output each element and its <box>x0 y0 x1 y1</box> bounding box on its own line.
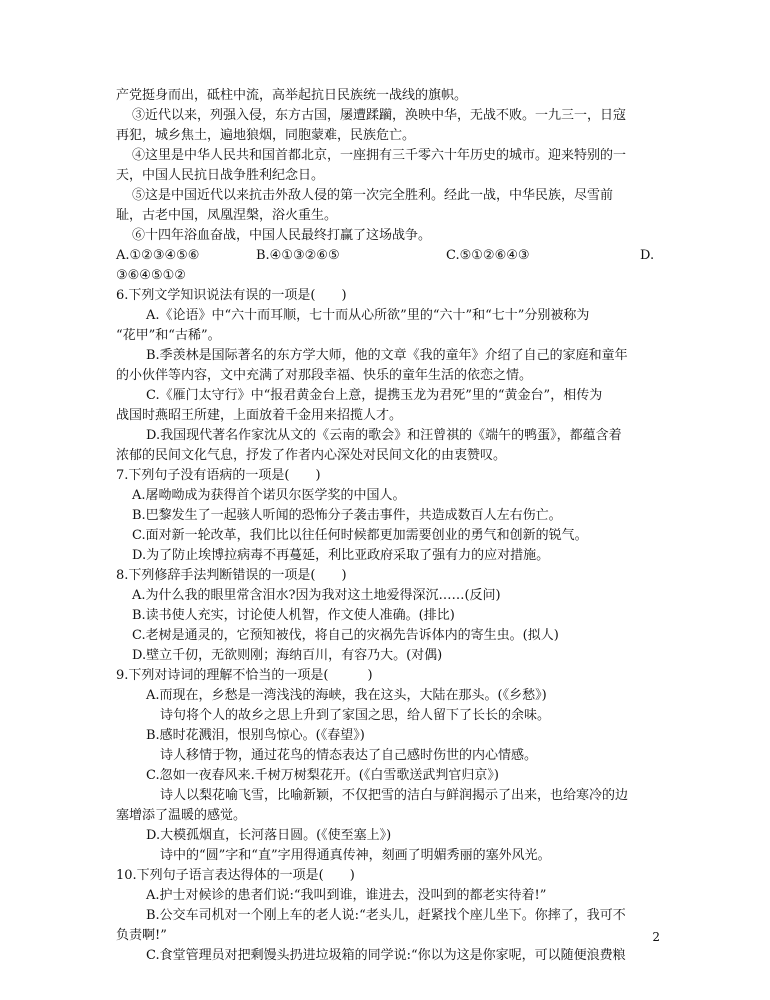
q5-option-d-continued: ③⑥④⑤①② <box>116 268 186 283</box>
q5-option-b[interactable]: B.④①③②⑥⑤ <box>256 248 340 263</box>
passage-line: ③近代以来，列强入侵，东方古国，屡遭蹂躏，涣映中华，无战不败。一九三一，日寇 <box>132 108 627 123</box>
q9-option-c-analysis-cont: 塞增添了温暖的感觉。 <box>116 808 247 823</box>
passage-line: 再犯，城乡焦土，遍地狼烟，同胞蒙难，民族危亡。 <box>116 128 416 143</box>
q9-stem: 9.下列对诗词的理解不恰当的一项是( ) <box>116 668 373 683</box>
q8-option-a[interactable]: A.为什么我的眼里常含泪水?因为我对这土地爱得深沉……(反问) <box>132 588 501 603</box>
q9-option-c[interactable]: C.忽如一夜春风来.千树万树梨花开。(《白雪歌送武判官归京》) <box>146 768 499 783</box>
q9-option-c-analysis: 诗人以梨花喻飞雪，比喻新颖，不仅把雪的洁白与鲜润揭示了出来，也给寒冷的边 <box>160 788 629 803</box>
q6-option-c-cont: 战国时燕昭王所建，上面放着千金用来招揽人才。 <box>116 408 403 423</box>
q5-option-c[interactable]: C.⑤①②⑥④③ <box>446 248 530 263</box>
q10-option-b-cont: 负责啊!” <box>116 928 167 943</box>
q7-stem: 7.下列句子没有语病的一项是( ) <box>116 468 321 483</box>
q6-option-c[interactable]: C.《雁门太守行》中“报君黄金台上意，提携玉龙为君死”里的“黄金台”，相传为 <box>146 388 603 403</box>
q8-stem: 8.下列修辞手法判断错误的一项是( ) <box>116 568 347 583</box>
q8-option-c[interactable]: C.老树是通灵的，它预知被伐，将自己的灾祸先告诉体内的寄生虫。(拟人) <box>132 628 559 643</box>
passage-line: ⑥十四年浴血奋战，中国人民最终打赢了这场战争。 <box>132 228 432 243</box>
passage-line: ⑤这是中国近代以来抗击外敌人侵的第一次完全胜利。经此一战，中华民族，尽雪前 <box>132 188 614 203</box>
q7-option-c[interactable]: C.面对新一轮改革，我们比以往任何时候都更加需要创业的勇气和创新的锐气。 <box>132 528 588 543</box>
q9-option-a[interactable]: A.而现在，乡愁是一湾浅浅的海峡，我在这头，大陆在那头。(《乡愁》) <box>146 688 547 703</box>
q10-option-b[interactable]: B.公交车司机对一个刚上车的老人说:“老头儿，赶紧找个座儿坐下。你摔了，我可不 <box>146 908 626 923</box>
q6-option-b[interactable]: B.季羡林是国际著名的东方学大师，他的文章《我的童年》介绍了自己的家庭和童年 <box>146 348 628 363</box>
passage-line: ④这里是中华人民共和国首都北京，一座拥有三千零六十年历史的城市。迎来特别的一 <box>132 148 627 163</box>
q6-option-d[interactable]: D.我国现代著名作家沈从文的《云南的歌会》和汪曾祺的《端午的鸭蛋》，都蕴含着 <box>146 428 622 443</box>
page-number: 2 <box>652 930 660 944</box>
passage-line: 产党挺身而出，砥柱中流，高举起抗日民族统一战线的旗帜。 <box>116 88 468 103</box>
q9-option-d[interactable]: D.大模孤烟直，长河落日圆。(《使至塞上》) <box>146 828 392 843</box>
q6-stem: 6.下列文学知识说法有误的一项是( ) <box>116 288 347 303</box>
q6-option-b-cont: 的小伙伴等内容，文中充满了对那段幸福、快乐的童年生活的依恋之情。 <box>116 368 533 383</box>
q7-option-a[interactable]: A.屠呦呦成为获得首个诺贝尔医学奖的中国人。 <box>132 488 406 503</box>
q6-option-a-cont: “花甲”和“古稀”。 <box>116 328 221 343</box>
q5-options <box>116 246 656 266</box>
q9-option-d-analysis: 诗中的“圆”字和“直”字用得通真传神，刻画了明媚秀丽的塞外风光。 <box>160 848 551 863</box>
q10-option-a[interactable]: A.护士对候诊的患者们说:“我叫到谁，谁进去，没叫到的都老实待着!” <box>146 888 547 903</box>
q9-option-b-analysis: 诗人移情于物，通过花鸟的情态表达了自己感时伤世的内心情感。 <box>160 748 538 763</box>
q10-stem: 10.下列句子语言表达得体的一项是( ) <box>116 868 355 883</box>
q8-option-b[interactable]: B.读书使人充实，讨论使人机智，作文使人准确。(排比) <box>132 608 455 623</box>
q6-option-d-cont: 浓郁的民间文化气息，抒发了作者内心深处对民间文化的由衷赞叹。 <box>116 448 507 463</box>
q5-option-d[interactable]: D. <box>640 248 655 263</box>
q9-option-b[interactable]: B.感时花溅泪，恨别鸟惊心。(《春望》) <box>146 728 365 743</box>
q10-option-c[interactable]: C.食堂管理员对把剩馒头扔进垃圾箱的同学说:“你以为这是你家呢，可以随便浪费粮 <box>146 948 626 963</box>
q9-option-a-analysis: 诗句将个人的故乡之思上升到了家国之思，给人留下了长长的余味。 <box>160 708 551 723</box>
q8-option-d[interactable]: D.壁立千仞，无欲则刚；海纳百川，有容乃大。(对偶) <box>132 648 443 663</box>
passage-line: 耻，古老中国，凤凰涅槃，浴火重生。 <box>116 208 338 223</box>
q6-option-a[interactable]: A.《论语》中“六十而耳顺，七十而从心所欲”里的“六十”和“七十”分别被称为 <box>146 308 590 323</box>
q5-option-a[interactable]: A.①②③④⑤⑥ <box>116 248 200 263</box>
passage-line: 天，中国人民抗日战争胜利纪念日。 <box>116 168 325 183</box>
q7-option-b[interactable]: B.巴黎发生了一起骇人听闻的恐怖分子袭击事件，共造成数百人左右伤亡。 <box>132 508 562 523</box>
q7-option-d[interactable]: D.为了防止埃博拉病毒不再蔓延，利比亚政府采取了强有力的应对措施。 <box>132 548 550 563</box>
